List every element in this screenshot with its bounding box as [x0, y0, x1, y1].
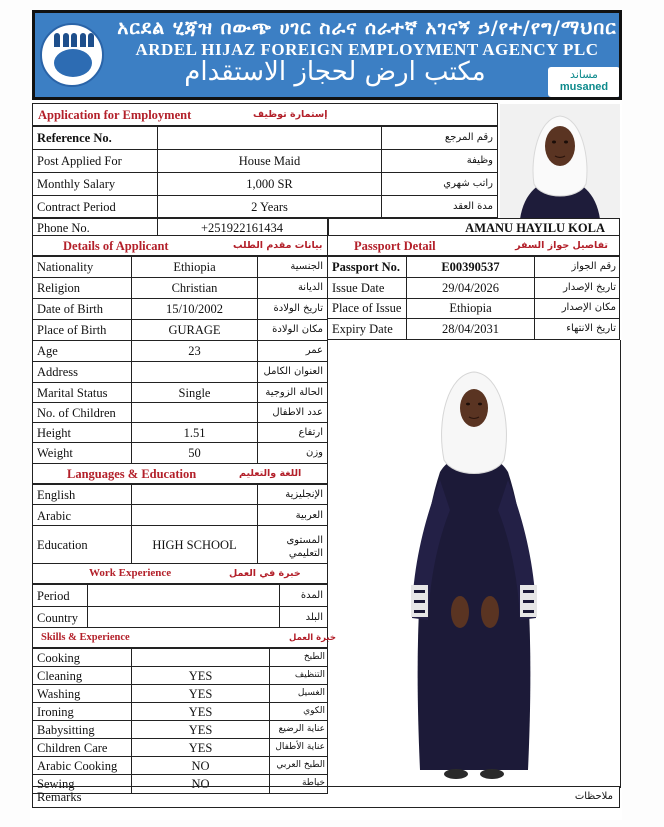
details-title-ar: بيانات مقدم الطلب — [233, 240, 323, 251]
salary-label: Monthly Salary — [37, 177, 116, 191]
languages-title-row — [32, 464, 328, 484]
passport-no-label: Passport No. — [332, 260, 401, 274]
issue-date-value: 29/04/2026 — [442, 281, 499, 295]
application-title: Application for Employment — [38, 108, 192, 122]
arabic-label: Arabic — [37, 509, 72, 523]
phone-value: +251922161434 — [200, 221, 284, 235]
babysitting-label-ar: عناية الرضيع — [278, 724, 325, 734]
washing-label-ar: الغسيل — [297, 688, 325, 698]
arabic-cooking-value: NO — [191, 759, 210, 773]
skills-title-ar: خبرة العمل — [289, 633, 337, 643]
applicant-photo-full — [328, 350, 622, 788]
languages-table — [32, 484, 328, 564]
remarks-label: Remarks — [37, 790, 82, 804]
arabic-cooking-label-ar: الطبخ العربي — [276, 760, 325, 770]
sewing-label-ar: خياطة — [301, 778, 325, 788]
religion-value: Christian — [171, 281, 218, 295]
passport-no-value: E00390537 — [441, 260, 500, 274]
nationality-value: Ethiopia — [173, 260, 216, 274]
passport-table — [328, 256, 620, 340]
post-label-ar: وظيفة — [466, 155, 493, 166]
remarks-label-ar: ملاحظات — [574, 791, 613, 802]
languages-title: Languages & Education — [67, 467, 197, 481]
issue-date-label-ar: تاريخ الإصدار — [563, 282, 616, 293]
post-label: Post Applied For — [37, 154, 122, 168]
passport-title-ar: تفاصيل جواز السفر — [515, 240, 608, 251]
height-label: Height — [37, 426, 72, 440]
children-label-ar: عدد الاطفال — [272, 407, 323, 418]
passport-title: Passport Detail — [354, 239, 436, 253]
agency-banner — [32, 10, 622, 100]
work-title: Work Experience — [89, 567, 172, 579]
weight-label: Weight — [37, 446, 73, 460]
sewing-value: NO — [191, 777, 210, 791]
weight-label-ar: وزن — [305, 447, 323, 458]
children-care-label-ar: عناية الأطفال — [275, 742, 325, 752]
work-title-ar: خبرة في العمل — [229, 568, 301, 579]
english-label-ar: الإنجليزية — [285, 489, 323, 500]
marital-value: Single — [178, 386, 211, 400]
skills-title-row — [32, 628, 337, 648]
agency-logo-icon — [40, 23, 104, 87]
pob-value: GURAGE — [168, 323, 221, 337]
religion-label: Religion — [37, 281, 81, 295]
address-label-ar: العنوان الكامل — [263, 366, 323, 377]
details-table — [32, 256, 328, 464]
cooking-label: Cooking — [37, 651, 81, 665]
period-label: Period — [37, 589, 70, 603]
period-label-ar: المدة — [300, 590, 323, 601]
pob-label: Place of Birth — [37, 323, 107, 337]
languages-title-ar: اللغة والتعليم — [239, 468, 302, 479]
children-label: No. of Children — [37, 406, 116, 420]
agency-name-english: ARDEL HIJAZ FOREIGN EMPLOYMENT AGENCY PLC — [135, 40, 599, 59]
arabic-label-ar: العربية — [295, 510, 323, 521]
washing-value: YES — [188, 687, 213, 701]
sewing-label: Sewing — [37, 777, 75, 791]
work-title-row — [32, 564, 328, 584]
babysitting-label: Babysitting — [37, 723, 95, 737]
cooking-label-ar: الطبخ — [303, 652, 325, 662]
agency-name-arabic: مكتب ارض لحجاز الاستقدام — [184, 57, 486, 87]
agency-name-amharic: አርደል ሂጃዝ በውጭ ሀገር ስራና ሰራተኛ አገናኝ ኃ/የተ/የግ/ማህበር — [117, 17, 617, 39]
applicant-name: AMANU HAYILU KOLA — [465, 221, 605, 235]
expiry-date-label: Expiry Date — [332, 322, 393, 336]
education-value: HIGH SCHOOL — [152, 538, 237, 552]
english-label: English — [37, 488, 76, 502]
ironing-label-ar: الكوي — [303, 706, 325, 716]
education-label: Education — [37, 538, 88, 552]
application-title-row — [32, 103, 498, 126]
cv-sheet — [30, 10, 622, 820]
children-care-label: Children Care — [37, 741, 108, 755]
details-title: Details of Applicant — [63, 239, 169, 253]
children-care-value: YES — [188, 741, 213, 755]
applicant-photo-small — [500, 104, 620, 219]
phone-row — [32, 218, 328, 236]
ironing-label: Ironing — [37, 705, 74, 719]
marital-label: Marital Status — [37, 386, 108, 400]
country-label: Country — [37, 611, 78, 625]
contract-value: 2 Years — [251, 200, 288, 214]
applicant-name-row — [328, 218, 620, 236]
arabic-cooking-label: Arabic Cooking — [37, 759, 118, 773]
application-table — [32, 126, 498, 218]
ironing-value: YES — [188, 705, 213, 719]
musaned-logo: مساند musaned — [548, 67, 620, 97]
weight-value: 50 — [188, 446, 201, 460]
skills-table — [32, 648, 328, 794]
age-label: Age — [37, 344, 58, 358]
address-label: Address — [37, 365, 78, 379]
post-value: House Maid — [238, 154, 301, 168]
contract-label-ar: مدة العقد — [453, 201, 493, 212]
place-of-issue-label: Place of Issue — [332, 301, 402, 315]
nationality-label-ar: الجنسية — [290, 261, 323, 272]
reference-label-ar: رقم المرجع — [444, 132, 493, 143]
reference-label: Reference No. — [37, 131, 112, 145]
cleaning-label: Cleaning — [37, 669, 83, 683]
cleaning-value: YES — [188, 669, 213, 683]
dob-label-ar: تاريخ الولادة — [273, 303, 323, 314]
religion-label-ar: الديانة — [297, 282, 323, 293]
height-value: 1.51 — [183, 426, 206, 440]
phone-label: Phone No. — [37, 221, 90, 235]
passport-no-label-ar: رقم الجواز — [571, 261, 616, 272]
washing-label: Washing — [37, 687, 81, 701]
age-value: 23 — [188, 344, 201, 358]
nationality-label: Nationality — [37, 260, 94, 274]
expiry-date-value: 28/04/2031 — [442, 322, 499, 336]
education-label-ar: المستوى التعليمي — [286, 535, 323, 559]
marital-label-ar: الحالة الزوجية — [265, 387, 323, 398]
place-of-issue-value: Ethiopia — [449, 301, 492, 315]
details-title-row — [32, 236, 328, 256]
salary-value: 1,000 SR — [246, 177, 293, 191]
passport-title-row — [328, 236, 620, 256]
remarks-row — [32, 786, 620, 808]
country-label-ar: البلد — [305, 612, 323, 623]
dob-value: 15/10/2002 — [166, 302, 223, 316]
place-of-issue-label-ar: مكان الإصدار — [561, 302, 616, 313]
cleaning-label-ar: التنظيف — [294, 670, 325, 680]
contract-label: Contract Period — [37, 200, 116, 214]
application-title-ar: إستمارة توظيف — [253, 109, 328, 120]
skills-title: Skills & Experience — [41, 632, 130, 643]
babysitting-value: YES — [188, 723, 213, 737]
pob-label-ar: مكان الولادة — [272, 324, 323, 335]
dob-label: Date of Birth — [37, 302, 103, 316]
expiry-date-label-ar: تاريخ الانتهاء — [566, 323, 616, 334]
issue-date-label: Issue Date — [332, 281, 385, 295]
age-label-ar: عمر — [305, 345, 323, 356]
height-label-ar: ارتفاع — [298, 427, 323, 438]
salary-label-ar: راتب شهري — [443, 178, 493, 189]
work-table — [32, 584, 328, 628]
